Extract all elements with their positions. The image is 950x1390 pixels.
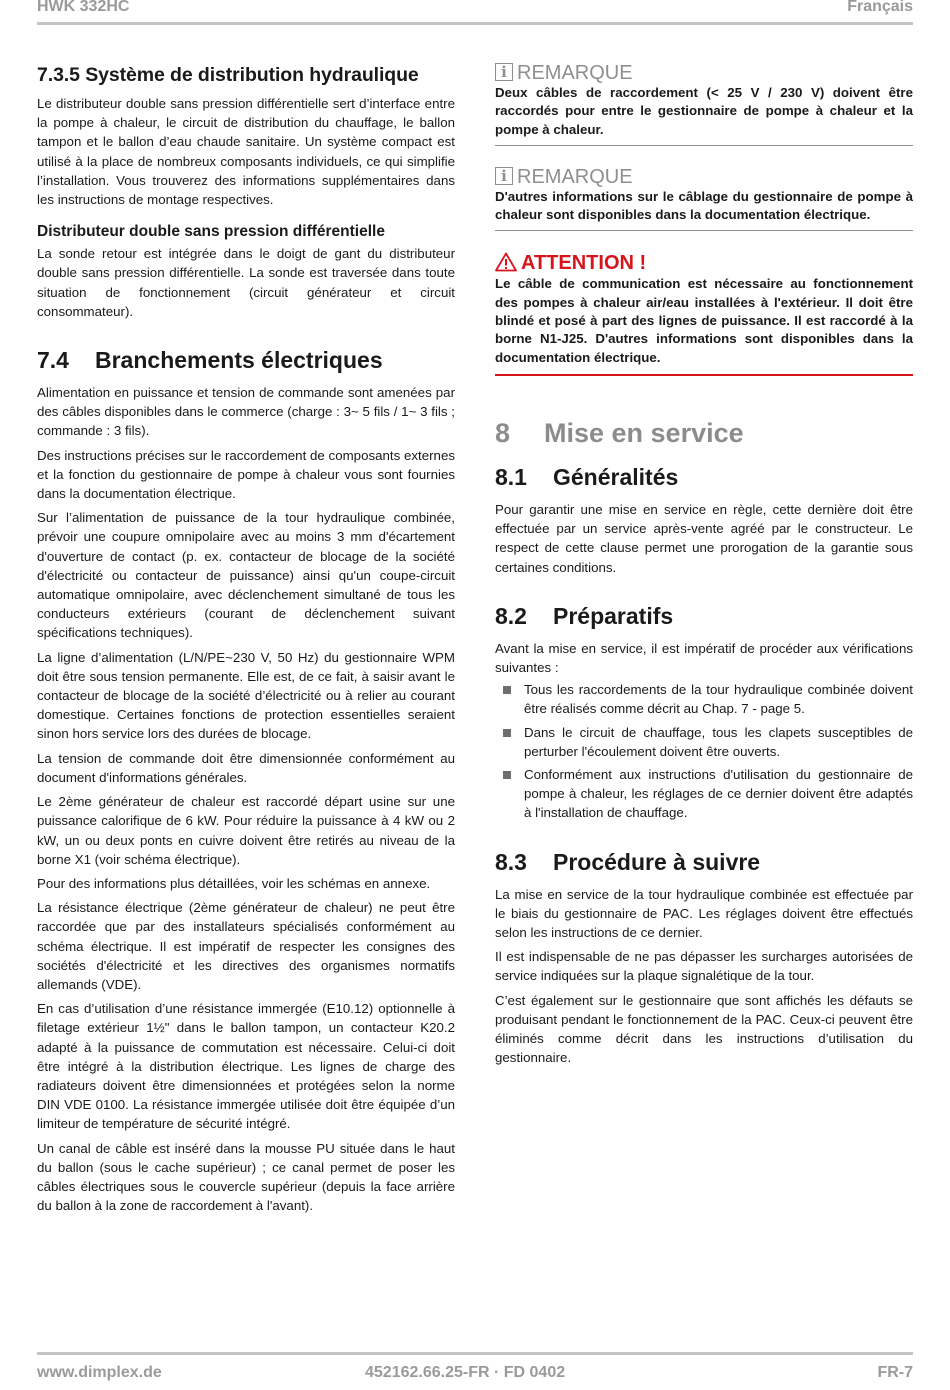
section-7-3-5-title: 7.3.5 Système de distribution hydraulique bbox=[37, 64, 419, 86]
section-7-4-label: Branchements électriques bbox=[95, 347, 383, 374]
header-model: HWK 332HC bbox=[37, 0, 130, 15]
section-7-4-paragraph: La tension de commande doit être dimensionnée conformément au document d'informations générales. bbox=[37, 750, 455, 785]
note-text: D'autres informations sur le câblage du gestionnaire de pompe à chaleur sont disponibles dans la documentation électrique. bbox=[495, 188, 913, 223]
section-7-4-paragraph: En cas d’utilisation d’une résistance immergée (E10.12) optionnelle à filetage extérieur 1½" dans le ballon tampon, un contacteur K20.2 adapté à la puissance de commutation est nécessaire. Celui-ci doit être intégré à la distribution électrique. Les lignes de charge des radiateurs doivent être dimensionnées et protégées selon la norme DIN VDE 0100. La résistance immergée utilisée doit être équipée d’un limiteur de température de sécurité intégré. bbox=[37, 1001, 455, 1132]
section-7-4-paragraph: Pour des informations plus détaillées, voir les schémas en annexe. bbox=[37, 875, 431, 891]
page-footer bbox=[37, 1350, 913, 1390]
section-7-4-paragraph: La ligne d’alimentation (L/N/PE~230 V, 50 Hz) du gestionnaire WPM doit être sous tension permanente. Elle est, de ce fait, à saisir avant le contacteur de blocage de la société d’électricité ou à relier au courant domestique. Certaines fonctions de protection essentielles seraient sinon hors service lors des durées de blocage. bbox=[37, 649, 455, 742]
warning-box bbox=[495, 251, 913, 375]
section-8-2-number: 8.2 bbox=[495, 602, 527, 629]
section-8-number: 8 bbox=[495, 417, 511, 448]
square-bullet-icon bbox=[503, 771, 511, 779]
note-box-2 bbox=[495, 166, 913, 232]
section-7-4-paragraph: Des instructions précises sur le raccordement de composants externes et la fonction du gestionnaire de pompe à chaleur vous sont fournies dans la documentation électrique. bbox=[37, 447, 455, 502]
section-7-4-paragraph: Le 2ème générateur de chaleur est raccordé départ usine sur une puissance calorifique de 6 kW. Pour réduire la puissance à 4 kW ou 2 kW, un ou deux ponts en cuivre doivent être retirés au niveau de la borne X1 (voir schéma électrique). bbox=[37, 794, 455, 867]
header-rule bbox=[37, 22, 913, 25]
note-heading bbox=[495, 166, 913, 188]
warning-text: Le câble de communication est nécessaire au fonctionnement des pompes à chaleur air/eau installées à l'extérieur. Il doit être blindé et posé à part des lignes de puissance. Il est raccordé à la borne N1-J25. D'autres informations sont disponibles dans la documentation électrique. bbox=[495, 276, 913, 365]
note-rule bbox=[495, 145, 913, 146]
footer-page-number: FR-7 bbox=[877, 1364, 913, 1381]
list-item-text: Tous les raccordements de la tour hydraulique combinée doivent être réalisés comme décrit au Chap. 7 - page 5. bbox=[524, 682, 913, 717]
section-8-3-number: 8.3 bbox=[495, 848, 527, 875]
section-8-1-title bbox=[495, 462, 913, 492]
section-8-3-label: Procédure à suivre bbox=[553, 848, 761, 875]
checklist bbox=[495, 680, 913, 822]
section-7-4-title bbox=[37, 345, 455, 375]
section-7-4-paragraph: La résistance électrique (2ème générateur de chaleur) ne peut être raccordée que par des installateurs spécialisés conformément au schéma électrique. Il est impératif de respecter les consignes des sociétés d'électricité et les directives des organismes normatifs allemands (VDE). bbox=[37, 900, 455, 992]
section-8-3-paragraph: Il est indispensable de ne pas dépasser les surcharges autorisées de service indiquées sur la plaque signalétique de la tour. bbox=[495, 949, 913, 984]
list-item bbox=[495, 723, 913, 761]
section-8-title bbox=[495, 416, 913, 450]
note-rule bbox=[495, 230, 913, 231]
note-box-1 bbox=[495, 62, 913, 146]
note-label: REMARQUE bbox=[517, 165, 633, 188]
header-language: Français bbox=[847, 0, 913, 15]
section-8-2-title bbox=[495, 601, 913, 631]
section-7-3-5-paragraph: Le distributeur double sans pression différentielle sert d’interface entre la pompe à chaleur, le circuit de distribution du chauffage, le ballon tampon et le ballon d’eau chaude sanitaire. Un système compact est utilisé à la place de nombreux composants individuels, ce qui simplifie l’installation. Vous trouverez des informations supplémentaires dans les instructions de montage respectives. bbox=[37, 96, 455, 208]
section-8-1-number: 8.1 bbox=[495, 463, 527, 490]
section-8-2-intro: Avant la mise en service, il est impératif de procéder aux vérifications suivantes : bbox=[495, 640, 913, 675]
note-text: Deux câbles de raccordement (< 25 V / 230 V) doivent être raccordés pour entre le gestionnaire de pompe à chaleur et la pompe à chaleur. bbox=[495, 85, 913, 137]
right-column bbox=[495, 62, 913, 1067]
info-box-icon bbox=[495, 167, 513, 185]
section-8-1-label: Généralités bbox=[553, 463, 679, 490]
note-label: REMARQUE bbox=[517, 62, 633, 84]
subsection-title: Distributeur double sans pression différentielle bbox=[37, 223, 385, 241]
section-8-1-paragraph: Pour garantir une mise en service en règle, cette dernière doit être effectuée par un service après-vente agréé par le constructeur. Le respect de cette clause permet une prorogation de la garantie sous certaines conditions. bbox=[495, 501, 913, 575]
note-heading bbox=[495, 62, 913, 84]
subsection-paragraph: La sonde retour est intégrée dans le doigt de gant du distributeur double sans pression différentielle. La sonde est traversée dans toute situation de fonctionnement (circuit générateur et circuit consommateur). bbox=[37, 246, 455, 319]
warning-heading bbox=[495, 251, 913, 275]
section-7-4-paragraph: Sur l’alimentation de puissance de la tour hydraulique combinée, prévoir une coupure omnipolaire avec au moins 3 mm d'écartement d'ouverture de contact (p. ex. contacteur de blocage de la société d'électricité ou contacteur de puissance) ainsi qu'un coupe-circuit automatique omnipolaire, avec déclenchement simultané de tous les conducteurs extérieurs (courant de déclenchement suivant spécifications techniques). bbox=[37, 510, 455, 641]
warning-triangle-icon bbox=[495, 252, 517, 272]
square-bullet-icon bbox=[503, 729, 511, 737]
section-8-3-paragraph: C’est également sur le gestionnaire que sont affichés les défauts se produisant pendant le fonctionnement de la PAC. Ceux-ci peuvent être éliminés comme décrit dans les instructions d’utilisation du gestionnaire. bbox=[495, 992, 913, 1066]
section-8-2-label: Préparatifs bbox=[553, 602, 674, 629]
footer-website: www.dimplex.de bbox=[37, 1364, 162, 1381]
footer-doc-number: 452162.66.25-FR · FD 0402 bbox=[365, 1364, 566, 1381]
section-8-3-title bbox=[495, 847, 913, 877]
left-column bbox=[37, 62, 455, 1215]
section-8-label: Mise en service bbox=[544, 417, 744, 448]
list-item bbox=[495, 680, 913, 718]
list-item bbox=[495, 765, 913, 823]
warning-label: ATTENTION ! bbox=[521, 252, 647, 275]
section-8-3-paragraph: La mise en service de la tour hydraulique combinée est effectuée par le biais du gestionnaire de PAC. Les réglages doivent être effectués selon les instructions de ce dernier. bbox=[495, 886, 913, 941]
section-7-4-paragraph: Un canal de câble est inséré dans la mousse PU située dans le haut du ballon (sous le cache supérieur) ; ce canal permet de poser les câbles électriques sous le couvercle supérieur (depuis la face arrière du ballon à la zone de raccordement à l'avant). bbox=[37, 1140, 455, 1214]
warning-rule bbox=[495, 374, 913, 376]
info-box-icon bbox=[495, 63, 513, 81]
footer-rule bbox=[37, 1352, 913, 1355]
list-item-text: Dans le circuit de chauffage, tous les clapets susceptibles de perturber l'écoulement doivent être ouverts. bbox=[524, 724, 913, 759]
section-7-4-number: 7.4 bbox=[37, 347, 69, 374]
list-item-text: Conformément aux instructions d'utilisation du gestionnaire de pompe à chaleur, les réglages de ce dernier doivent être adaptés à l'installation de chauffage. bbox=[524, 767, 913, 821]
section-7-4-paragraph: Alimentation en puissance et tension de commande sont amenées par des câbles disponibles dans le commerce (charge : 3~ 5 fils / 1~ 3 fils ; commande : 3 fils). bbox=[37, 385, 455, 439]
square-bullet-icon bbox=[503, 686, 511, 694]
